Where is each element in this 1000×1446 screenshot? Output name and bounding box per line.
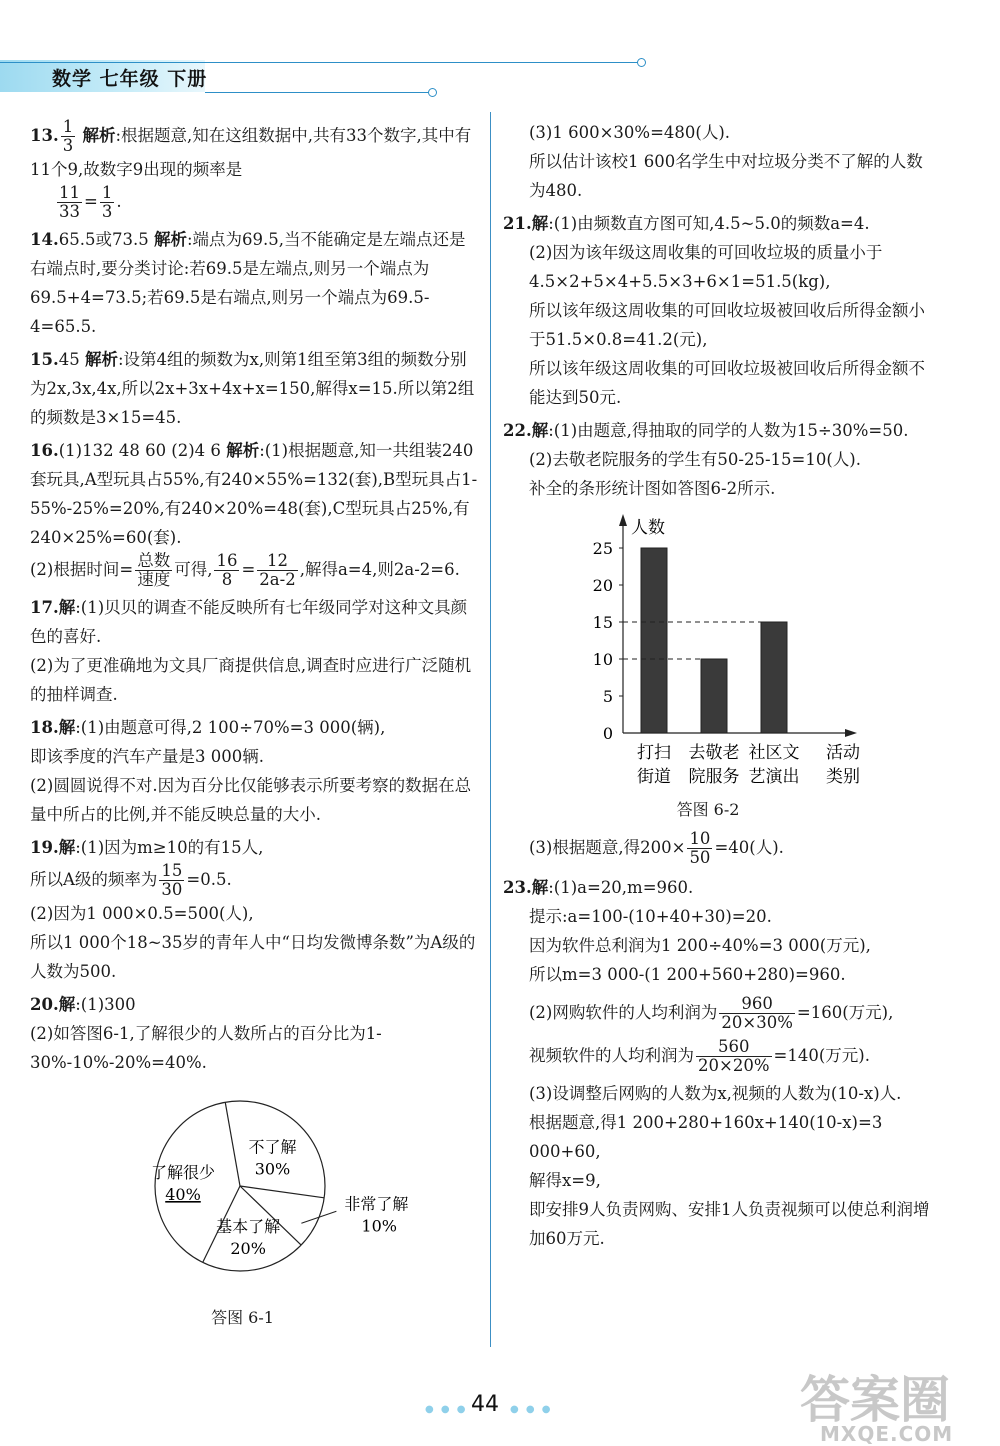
answer-22: 22.解:(1)由题意,得抽取的同学的人数为15÷30%=50. (2)去敬老院服务的学生有50-25-15=10(人). 补全的条形统计图如答图6-2所示. bbox=[503, 421, 909, 498]
watermark-logo: 答案圈 bbox=[800, 1371, 950, 1429]
x-axis-arrow bbox=[845, 729, 857, 737]
pie-slice-percent: 10% bbox=[361, 1216, 397, 1236]
answer-15: 15.45 解析:设第4组的频数为x,则第1组至第3组的频数分别为2x,3x,4x,所以2x+3x+4x+x=150,解得x=15.所以第2组的频数是3×15=45. bbox=[30, 350, 475, 427]
x-tick-label: 院服务 bbox=[688, 767, 740, 787]
y-tick-label: 25 bbox=[592, 539, 613, 558]
pie-slice-label: 了解很少 bbox=[150, 1163, 216, 1182]
x-axis-label: 类别 bbox=[826, 767, 860, 787]
header-dot-icon bbox=[428, 88, 437, 97]
y-tick-label: 15 bbox=[592, 613, 613, 632]
right-column bbox=[503, 118, 933, 1253]
page-header bbox=[0, 0, 1000, 100]
y-tick-label: 0 bbox=[602, 724, 613, 743]
bar bbox=[641, 548, 667, 733]
pie-slice-edge bbox=[240, 1186, 301, 1245]
pie-figure bbox=[55, 1081, 480, 1301]
pie-slice-label: 不了解 bbox=[248, 1137, 297, 1157]
footer-dots-right: ● ● ● bbox=[510, 1404, 553, 1415]
watermark-url: MXQE.COM bbox=[820, 1422, 954, 1446]
pie-slice-edge bbox=[240, 1186, 324, 1198]
y-axis-arrow bbox=[619, 514, 627, 526]
left-column bbox=[30, 117, 480, 1332]
x-tick-label: 社区文 bbox=[748, 743, 800, 763]
answer-19: 19.解:(1)因为m≥10的有15人, 所以A级的频率为 $\frac{15}{30}$ =0.5. (2)因为1 000×0.5=500(人), 所以1 000个18~35岁的青年人中“日均发微博条数”为A级的人数为500. bbox=[30, 838, 476, 981]
bar-figure bbox=[503, 503, 933, 793]
page-number: 44 bbox=[471, 1392, 499, 1417]
answer-13: 13. $\frac{1}{3}$ 解析:根据题意,知在这组数据中,共有33个数字,其中有11个9,故数字9出现的频率是 $\frac{11}{33}$ = $\frac{1}{3}$ . bbox=[30, 117, 472, 221]
x-tick-label: 艺演出 bbox=[748, 767, 800, 787]
x-axis-label: 活动 bbox=[826, 743, 860, 763]
pie-caption: 答图 6-1 bbox=[211, 1308, 274, 1327]
pie-leader-line bbox=[301, 1211, 336, 1223]
answer-16: 16.(1)132 48 60 (2)4 6 解析:(1)根据题意,知一共组装240套玩具,A型玩具占55%,有240×55%=132(套),B型玩具占1-55%-25%=20%,有240×20%=48(套),C型玩具占25%,有240×25%=60(套). (2)根据时间= $\frac{\text{总数}}{\text{速度}}$ 可得, $\frac{16}{8}$ = $\frac{12}{2a-2}$ ,解得a=4,则2a-2=6. bbox=[30, 441, 478, 589]
answer-22-part3: (3)根据题意,得200× $\frac{10}{50}$ =40(人). bbox=[529, 829, 784, 867]
bar-chart bbox=[503, 503, 933, 793]
x-tick-label: 街道 bbox=[637, 767, 671, 787]
x-tick-label: 去敬老 bbox=[688, 743, 740, 763]
pie-slice-percent: 30% bbox=[254, 1159, 291, 1179]
answer-23: 23.解:(1)a=20,m=960. 提示:a=100-(10+40+30)=20. 因为软件总利润为1 200÷40%=3 000(万元), 所以m=3 000-(1 200+560+280)=960. (2)网购软件的人均利润为 $\frac{960}{20\times 30\%}$ =160(万元), 视频软件的人均利润为 $\frac{560}{20\times 20\%}$ =140(万元). (3)设调整后网购的人数为x,视频的人数为(10-x)人. 根据题意,得1 200+280+160x+140(10-x)=3 000+60, 解得x=9, 即安排9人负责网购、安排1人负责视频可以使总利润增加60万元. bbox=[503, 878, 930, 1248]
answer-14: 14.65.5或73.5 解析:端点为69.5,当不能确定是左端点还是右端点时,要分类讨论:若69.5是左端点,则另一个端点为69.5+4=73.5;若69.5是右端点,则另一个端点为69.5-4=65.5. bbox=[30, 230, 466, 336]
pie-slice-label: 基本了解 bbox=[216, 1217, 281, 1237]
y-tick-label: 10 bbox=[592, 650, 613, 669]
pie-slice-percent: 40% bbox=[165, 1185, 201, 1204]
answer-21: 21.解:(1)由频数直方图可知,4.5~5.0的频数a=4. (2)因为该年级这周收集的可回收垃圾的质量小于4.5×2+5×4+5.5×3+6×1=51.5(kg), 所以该年级这周收集的可回收垃圾被回收后所得金额小于51.5×0.8=41.2(元), 所以该年级这周收集的可回收垃圾被回收后所得金额不能达到50元. bbox=[503, 214, 925, 407]
y-tick-label: 5 bbox=[602, 687, 613, 706]
bar bbox=[761, 622, 787, 733]
column-divider bbox=[490, 112, 491, 1347]
y-tick-label: 20 bbox=[592, 576, 613, 595]
pie-chart bbox=[55, 1081, 480, 1296]
pie-slice-edge bbox=[225, 1102, 240, 1186]
x-tick-label: 打扫 bbox=[637, 743, 671, 763]
answer-20: 20.解:(1)300 (2)如答图6-1,了解很少的人数所占的百分比为1-30%-10%-20%=40%. bbox=[30, 995, 382, 1072]
y-axis-label: 人数 bbox=[631, 518, 665, 538]
header-rule-bottom bbox=[205, 92, 430, 93]
header-rule-top bbox=[0, 62, 640, 63]
pie-slice-label: 非常了解 bbox=[344, 1194, 409, 1214]
answer-18: 18.解:(1)由题意可得,2 100÷70%=3 000(辆), 即该季度的汽车产量是3 000辆. (2)圆圆说得不对.因为百分比仅能够表示所要考察的数据在总量中所占的比例,并不能反映总量的大小. bbox=[30, 718, 472, 824]
answer-20-cont: (3)1 600×30%=480(人). 所以估计该校1 600名学生中对垃圾分类不了解的人数为480. bbox=[529, 123, 923, 200]
answer-17: 17.解:(1)贝贝的调查不能反映所有七年级同学对这种文具颜色的喜好. (2)为了更准确地为文具厂商提供信息,调查时应进行广泛随机的抽样调查. bbox=[30, 598, 472, 704]
bar-caption: 答图 6-2 bbox=[676, 800, 740, 819]
book-title: 数学 七年级 下册 bbox=[52, 68, 208, 90]
header-dot-icon bbox=[637, 58, 646, 67]
bar bbox=[701, 659, 727, 733]
footer-dots-left: ● ● ● bbox=[425, 1404, 468, 1415]
pie-slice-percent: 20% bbox=[230, 1239, 266, 1259]
